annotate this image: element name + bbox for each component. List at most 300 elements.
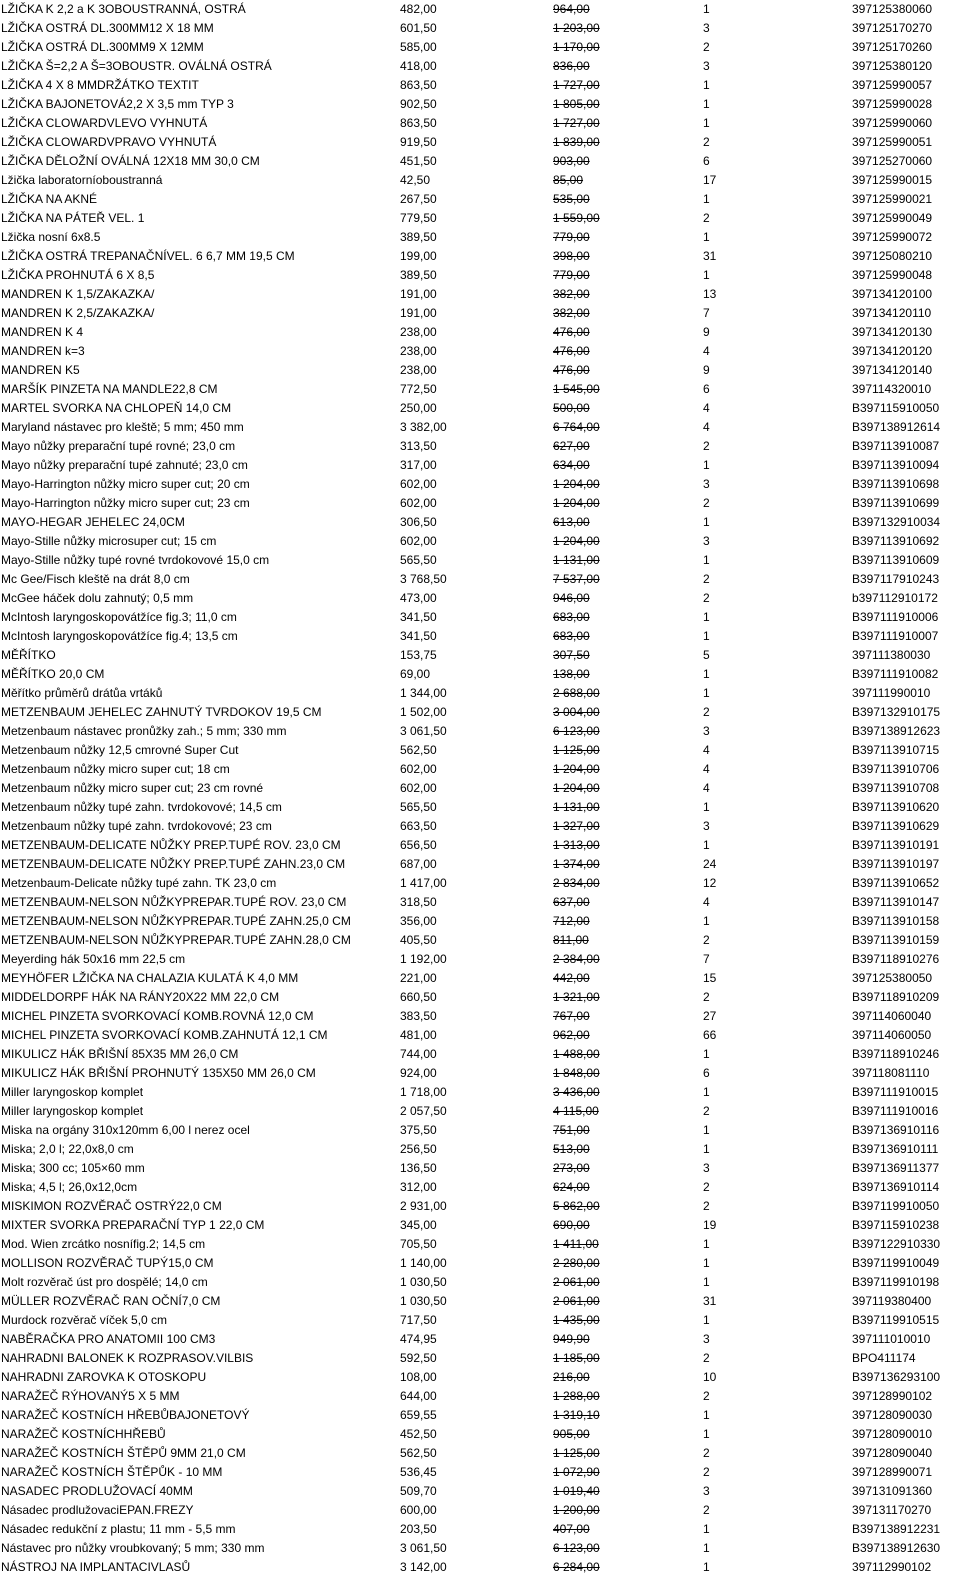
item-code: 397125380120	[852, 59, 933, 73]
quantity: 3	[703, 1161, 710, 1175]
table-row	[0, 665, 960, 684]
quantity: 3	[703, 534, 710, 548]
item-name: MÜLLER ROZVĚRAČ RAN OČNÍ7,0 CM	[1, 1294, 221, 1308]
unit-price: 191,00	[400, 306, 437, 320]
unit-price: 389,50	[400, 230, 437, 244]
unit-price: 863,50	[400, 78, 437, 92]
item-name: MIXTER SVORKA PREPARAČNÍ TYP 1 22,0 CM	[1, 1218, 265, 1232]
item-code: B397136910116	[852, 1123, 940, 1137]
quantity: 4	[703, 895, 710, 909]
quantity: 3	[703, 1484, 710, 1498]
unit-price: 267,50	[400, 192, 437, 206]
table-row	[0, 247, 960, 266]
quantity: 1	[703, 1275, 710, 1289]
unit-price: 313,50	[400, 439, 437, 453]
quantity: 2	[703, 135, 710, 149]
quantity: 1	[703, 610, 710, 624]
item-code: B397136293100	[852, 1370, 941, 1384]
table-row	[0, 266, 960, 285]
old-price: 946,00	[553, 591, 590, 605]
item-code: 397118081110	[852, 1066, 930, 1080]
unit-price: 199,00	[400, 249, 437, 263]
item-name: Metzenbaum nůžky 12,5 cmrovné Super Cut	[1, 743, 239, 757]
item-code: 397125170260	[852, 40, 933, 54]
item-name: Metzenbaum nůžky tupé zahn. tvrdokovové; 23 cm	[1, 819, 272, 833]
item-code: 397134120110	[852, 306, 932, 320]
item-code: B397118910276	[852, 952, 940, 966]
item-name: Nástavec pro nůžky vroubkovaný; 5 mm; 330 mm	[1, 1541, 265, 1555]
old-price: 767,00	[553, 1009, 590, 1023]
item-code: 397128090010	[852, 1427, 933, 1441]
quantity: 1	[703, 515, 710, 529]
item-name: Mayo nůžky preparační tupé zahnuté; 23,0 cm	[1, 458, 248, 472]
item-name: MANDREN K5	[1, 363, 80, 377]
item-name: MICHEL PINZETA SVORKOVACÍ KOMB.ROVNÁ 12,0 CM	[1, 1009, 314, 1023]
item-name: METZENBAUM-NELSON NŮŽKYPREPAR.TUPÉ ROV. 23,0 CM	[1, 895, 347, 909]
item-code: B397132910175	[852, 705, 941, 719]
quantity: 1	[703, 230, 710, 244]
item-code: 397128990071	[852, 1465, 933, 1479]
unit-price: 3 382,00	[400, 420, 447, 434]
item-name: Molt rozvěrač úst pro dospělé; 14,0 cm	[1, 1275, 208, 1289]
unit-price: 536,45	[400, 1465, 437, 1479]
item-name: LŽIČKA NA PÁTEŘ VEL. 1	[1, 211, 145, 225]
old-price: 1 319,10	[553, 1408, 600, 1422]
unit-price: 356,00	[400, 914, 437, 928]
quantity: 66	[703, 1028, 717, 1042]
item-code: B397111910016	[852, 1104, 939, 1118]
quantity: 1	[703, 1123, 710, 1137]
item-code: B397122910330	[852, 1237, 941, 1251]
table-row	[0, 855, 960, 874]
old-price: 1 170,00	[553, 40, 600, 54]
table-row	[0, 285, 960, 304]
quantity: 1	[703, 1085, 710, 1099]
unit-price: 318,50	[400, 895, 437, 909]
old-price: 513,00	[553, 1142, 590, 1156]
item-code: 397134120120	[852, 344, 933, 358]
item-name: LŽIČKA NA AKNÉ	[1, 192, 98, 206]
quantity: 1	[703, 1522, 710, 1536]
table-row	[0, 323, 960, 342]
table-row	[0, 646, 960, 665]
item-name: MIKULICZ HÁK BŘIŠNÍ PROHNUTÝ 135X50 MM 26,0 CM	[1, 1066, 316, 1080]
unit-price: 341,50	[400, 629, 437, 643]
item-name: Meyerding hák 50x16 mm 22,5 cm	[1, 952, 186, 966]
unit-price: 2 931,00	[400, 1199, 447, 1213]
item-code: 397114060040	[852, 1009, 932, 1023]
old-price: 4 115,00	[553, 1104, 599, 1118]
unit-price: 656,50	[400, 838, 437, 852]
unit-price: 602,00	[400, 477, 437, 491]
item-code: B397138912231	[852, 1522, 941, 1536]
unit-price: 1 417,00	[400, 876, 447, 890]
item-name: MIKULICZ HÁK BŘIŠNÍ 85X35 MM 26,0 CM	[1, 1047, 239, 1061]
item-name: MĚŘÍTKO	[1, 648, 56, 662]
unit-price: 238,00	[400, 344, 437, 358]
unit-price: 238,00	[400, 363, 437, 377]
old-price: 476,00	[553, 363, 590, 377]
unit-price: 602,00	[400, 762, 437, 776]
quantity: 2	[703, 990, 710, 1004]
item-name: NARAŽEČ KOSTNÍCHHŘEBŮ	[1, 1427, 166, 1441]
item-name: Mayo-Stille nůžky tupé rovné tvrdokovové 15,0 cm	[1, 553, 270, 567]
item-code: 397134120100	[852, 287, 933, 301]
unit-price: 191,00	[400, 287, 437, 301]
item-code: B397113910708	[852, 781, 940, 795]
table-row	[0, 190, 960, 209]
item-code: B397136910114	[852, 1180, 940, 1194]
item-code: 397131091360	[852, 1484, 933, 1498]
unit-price: 602,00	[400, 534, 437, 548]
old-price: 1 321,00	[553, 990, 600, 1004]
item-name: MEYHÖFER LŽIČKA NA CHALAZIA KULATÁ K 4,0 MM	[1, 971, 299, 985]
old-price: 2 061,00	[553, 1294, 600, 1308]
table-row	[0, 1349, 960, 1368]
old-price: 613,00	[553, 515, 590, 529]
item-code: B397113910191	[852, 838, 940, 852]
quantity: 4	[703, 401, 710, 415]
unit-price: 306,50	[400, 515, 437, 529]
item-name: MANDREN K 4	[1, 325, 84, 339]
item-name: Mc Gee/Fisch kleště na drát 8,0 cm	[1, 572, 190, 586]
item-name: MANDREN K 2,5/ZAKAZKA/	[1, 306, 155, 320]
unit-price: 451,50	[400, 154, 437, 168]
table-row	[0, 1197, 960, 1216]
item-name: LŽIČKA OSTRÁ DL.300MM9 X 12MM	[1, 40, 204, 54]
item-code: 397131170270	[852, 1503, 932, 1517]
quantity: 17	[703, 173, 717, 187]
unit-price: 659,55	[400, 1408, 437, 1422]
table-row	[0, 798, 960, 817]
item-code: B397113910147	[852, 895, 940, 909]
unit-price: 663,50	[400, 819, 437, 833]
item-name: MĚŘÍTKO 20,0 CM	[1, 667, 105, 681]
old-price: 1 488,00	[553, 1047, 600, 1061]
unit-price: 250,00	[400, 401, 437, 415]
table-row	[0, 1539, 960, 1558]
old-price: 216,00	[553, 1370, 590, 1384]
table-row	[0, 950, 960, 969]
item-code: B397113910159	[852, 933, 940, 947]
old-price: 683,00	[553, 629, 590, 643]
table-row	[0, 608, 960, 627]
quantity: 1	[703, 1142, 710, 1156]
table-row	[0, 1045, 960, 1064]
table-row	[0, 1121, 960, 1140]
old-price: 1 327,00	[553, 819, 600, 833]
table-row	[0, 1520, 960, 1539]
old-price: 1 435,00	[553, 1313, 600, 1327]
unit-price: 221,00	[400, 971, 437, 985]
item-name: LŽIČKA OSTRÁ TREPANAČNÍVEL. 6 6,7 MM 19,5 CM	[1, 249, 295, 263]
item-name: Metzenbaum nůžky micro super cut; 18 cm	[1, 762, 230, 776]
old-price: 1 131,00	[553, 800, 600, 814]
item-code: B397113910652	[852, 876, 940, 890]
table-row	[0, 0, 960, 19]
old-price: 624,00	[553, 1180, 590, 1194]
item-name: Metzenbaum nůžky micro super cut; 23 cm rovné	[1, 781, 264, 795]
quantity: 3	[703, 59, 710, 73]
item-code: B397113910094	[852, 458, 940, 472]
quantity: 1	[703, 268, 710, 282]
item-code: B397119910198	[852, 1275, 940, 1289]
old-price: 1 131,00	[553, 553, 600, 567]
quantity: 2	[703, 1199, 710, 1213]
unit-price: 602,00	[400, 496, 437, 510]
table-row	[0, 969, 960, 988]
item-code: B397111910082	[852, 667, 939, 681]
item-name: Miska; 300 cc; 105×60 mm	[1, 1161, 145, 1175]
quantity: 31	[703, 1294, 717, 1308]
item-code: 397111380030	[852, 648, 931, 662]
unit-price: 341,50	[400, 610, 437, 624]
unit-price: 1 344,00	[400, 686, 447, 700]
table-row	[0, 703, 960, 722]
item-code: 397125990048	[852, 268, 933, 282]
table-row	[0, 437, 960, 456]
quantity: 2	[703, 1104, 710, 1118]
table-row	[0, 114, 960, 133]
quantity: 1	[703, 1541, 710, 1555]
item-code: B397113910692	[852, 534, 940, 548]
old-price: 1 848,00	[553, 1066, 600, 1080]
item-code: 397125990015	[852, 173, 933, 187]
table-row	[0, 779, 960, 798]
item-code: 397125990057	[852, 78, 933, 92]
old-price: 2 280,00	[553, 1256, 600, 1270]
item-code: 397119380400	[852, 1294, 932, 1308]
unit-price: 717,50	[400, 1313, 437, 1327]
table-row	[0, 1463, 960, 1482]
old-price: 1 559,00	[553, 211, 600, 225]
item-name: Lžička nosní 6x8.5	[1, 230, 101, 244]
quantity: 2	[703, 1503, 710, 1517]
unit-price: 203,50	[400, 1522, 437, 1536]
table-row	[0, 494, 960, 513]
quantity: 19	[703, 1218, 717, 1232]
table-row	[0, 76, 960, 95]
old-price: 2 061,00	[553, 1275, 600, 1289]
unit-price: 562,50	[400, 743, 437, 757]
table-row	[0, 722, 960, 741]
item-name: LŽIČKA DĚLOŽNÍ OVÁLNÁ 12X18 MM 30,0 CM	[1, 154, 260, 168]
old-price: 1 125,00	[553, 1446, 600, 1460]
item-code: B397113910620	[852, 800, 940, 814]
table-row	[0, 399, 960, 418]
old-price: 1 727,00	[553, 78, 600, 92]
quantity: 1	[703, 686, 710, 700]
quantity: 9	[703, 363, 710, 377]
item-code: B397136910111	[852, 1142, 939, 1156]
quantity: 1	[703, 78, 710, 92]
quantity: 3	[703, 21, 710, 35]
item-name: NARAŽEČ KOSTNÍCH ŠTĚPŮK - 10 MM	[1, 1465, 223, 1479]
item-name: Metzenbaum-Delicate nůžky tupé zahn. TK 23,0 cm	[1, 876, 277, 890]
old-price: 1 313,00	[553, 838, 600, 852]
table-row	[0, 589, 960, 608]
unit-price: 779,50	[400, 211, 437, 225]
table-row	[0, 1178, 960, 1197]
table-row	[0, 1159, 960, 1178]
quantity: 1	[703, 1047, 710, 1061]
unit-price: 565,50	[400, 800, 437, 814]
unit-price: 687,00	[400, 857, 437, 871]
quantity: 27	[703, 1009, 717, 1023]
item-code: 397125380050	[852, 971, 933, 985]
old-price: 500,00	[553, 401, 590, 415]
item-code: B397138912623	[852, 724, 941, 738]
old-price: 634,00	[553, 458, 590, 472]
unit-price: 924,00	[400, 1066, 437, 1080]
item-code: B397132910034	[852, 515, 941, 529]
item-code: B397117910243	[852, 572, 940, 586]
unit-price: 482,00	[400, 2, 437, 16]
old-price: 6 123,00	[553, 1541, 600, 1555]
unit-price: 3 061,50	[400, 1541, 447, 1555]
item-name: MOLLISON ROZVĚRAČ TUPÝ15,0 CM	[1, 1256, 214, 1270]
unit-price: 42,50	[400, 173, 431, 187]
item-name: Miska na orgány 310x120mm 6,00 l nerez ocel	[1, 1123, 250, 1137]
quantity: 2	[703, 211, 710, 225]
unit-price: 585,00	[400, 40, 437, 54]
item-code: B397113910629	[852, 819, 940, 833]
table-row	[0, 931, 960, 950]
item-code: 397125990049	[852, 211, 933, 225]
unit-price: 345,00	[400, 1218, 437, 1232]
item-code: 397125380060	[852, 2, 933, 16]
item-name: LŽIČKA K 2,2 a K 3OBOUSTRANNÁ, OSTRÁ	[1, 2, 246, 16]
unit-price: 383,50	[400, 1009, 437, 1023]
table-row	[0, 228, 960, 247]
item-name: LŽIČKA PROHNUTÁ 6 X 8,5	[1, 268, 155, 282]
unit-price: 1 192,00	[400, 952, 447, 966]
item-name: Mayo-Stille nůžky microsuper cut; 15 cm	[1, 534, 217, 548]
item-name: METZENBAUM-DELICATE NŮŽKY PREP.TUPÉ ZAHN.23,0 CM	[1, 857, 346, 871]
table-row	[0, 456, 960, 475]
old-price: 1 204,00	[553, 762, 600, 776]
table-row	[0, 551, 960, 570]
item-code: B397111910006	[852, 610, 939, 624]
old-price: 382,00	[553, 306, 590, 320]
item-name: NÁSTROJ NA IMPLANTACIVLASŮ	[1, 1560, 191, 1574]
item-code: B397113910158	[852, 914, 940, 928]
table-row	[0, 741, 960, 760]
item-code: 397128990102	[852, 1389, 933, 1403]
item-code: B397111910007	[852, 629, 939, 643]
quantity: 13	[703, 287, 717, 301]
old-price: 905,00	[553, 1427, 590, 1441]
table-row	[0, 1083, 960, 1102]
table-row	[0, 893, 960, 912]
unit-price: 238,00	[400, 325, 437, 339]
item-code: 397111010010	[852, 1332, 931, 1346]
table-row	[0, 1292, 960, 1311]
table-row	[0, 874, 960, 893]
item-name: METZENBAUM-NELSON NŮŽKYPREPAR.TUPÉ ZAHN.25,0 CM	[1, 914, 351, 928]
item-name: Mod. Wien zrcátko nosnífig.2; 14,5 cm	[1, 1237, 206, 1251]
item-name: LŽIČKA OSTRÁ DL.300MM12 X 18 MM	[1, 21, 214, 35]
item-name: McIntosh laryngoskopovátžíce fig.3; 11,0 cm	[1, 610, 237, 624]
old-price: 1 374,00	[553, 857, 600, 871]
old-price: 1 204,00	[553, 781, 600, 795]
item-name: MISKIMON ROZVĚRAČ OSTRÝ22,0 CM	[1, 1199, 222, 1213]
item-name: Mayo-Harrington nůžky micro super cut; 20 cm	[1, 477, 250, 491]
old-price: 1 411,00	[553, 1237, 599, 1251]
old-price: 138,00	[553, 667, 590, 681]
unit-price: 562,50	[400, 1446, 437, 1460]
quantity: 5	[703, 648, 710, 662]
old-price: 1 839,00	[553, 135, 600, 149]
table-row	[0, 1235, 960, 1254]
table-row	[0, 1026, 960, 1045]
old-price: 779,00	[553, 230, 590, 244]
unit-price: 3 061,50	[400, 724, 447, 738]
item-name: LŽIČKA CLOWARDVPRAVO VYHNUTÁ	[1, 135, 217, 149]
item-code: 397125990028	[852, 97, 933, 111]
table-row	[0, 627, 960, 646]
old-price: 751,00	[553, 1123, 590, 1137]
unit-price: 509,70	[400, 1484, 437, 1498]
item-code: B397138912630	[852, 1541, 941, 1555]
item-name: LŽIČKA 4 X 8 MMDRŽÁTKO TEXTIT	[1, 78, 199, 92]
item-name: Miska; 4,5 l; 26,0x12,0cm	[1, 1180, 138, 1194]
quantity: 6	[703, 154, 710, 168]
old-price: 6 764,00	[553, 420, 600, 434]
quantity: 2	[703, 40, 710, 54]
unit-price: 1 030,50	[400, 1275, 447, 1289]
item-name: NARAŽEČ KOSTNÍCH HŘEBŮBAJONETOVÝ	[1, 1408, 250, 1422]
item-code: B397138912614	[852, 420, 941, 434]
old-price: 1 203,00	[553, 21, 600, 35]
quantity: 1	[703, 838, 710, 852]
table-row	[0, 475, 960, 494]
item-name: Měřítko průměrů drátůa vrtáků	[1, 686, 163, 700]
table-row	[0, 1406, 960, 1425]
item-name: MIDDELDORPF HÁK NA RÁNY20X22 MM 22,0 CM	[1, 990, 280, 1004]
item-name: Miller laryngoskop komplet	[1, 1085, 144, 1099]
table-row	[0, 1425, 960, 1444]
item-name: METZENBAUM JEHELEC ZAHNUTÝ TVRDOKOV 19,5 CM	[1, 705, 322, 719]
item-code: 397125990060	[852, 116, 933, 130]
quantity: 1	[703, 458, 710, 472]
old-price: 1 288,00	[553, 1389, 600, 1403]
old-price: 1 204,00	[553, 477, 600, 491]
table-row	[0, 570, 960, 589]
table-row	[0, 171, 960, 190]
table-row	[0, 817, 960, 836]
quantity: 2	[703, 1180, 710, 1194]
item-code: B397113910699	[852, 496, 940, 510]
table-row	[0, 209, 960, 228]
old-price: 476,00	[553, 344, 590, 358]
unit-price: 136,50	[400, 1161, 437, 1175]
item-code: 397125990072	[852, 230, 933, 244]
item-name: NABĚRAČKA PRO ANATOMII 100 CM3	[1, 1332, 216, 1346]
old-price: 683,00	[553, 610, 590, 624]
item-code: B397118910246	[852, 1047, 940, 1061]
unit-price: 565,50	[400, 553, 437, 567]
unit-price: 602,00	[400, 781, 437, 795]
unit-price: 474,95	[400, 1332, 437, 1346]
item-name: LŽIČKA Š=2,2 A Š=3OBOUSTR. OVÁLNÁ OSTRÁ	[1, 59, 272, 73]
quantity: 1	[703, 192, 710, 206]
item-name: Metzenbaum nástavec pronůžky zah.; 5 mm; 330 mm	[1, 724, 287, 738]
item-code: 397125990051	[852, 135, 933, 149]
unit-price: 644,00	[400, 1389, 437, 1403]
quantity: 2	[703, 591, 710, 605]
item-code: 397111990010	[852, 686, 931, 700]
